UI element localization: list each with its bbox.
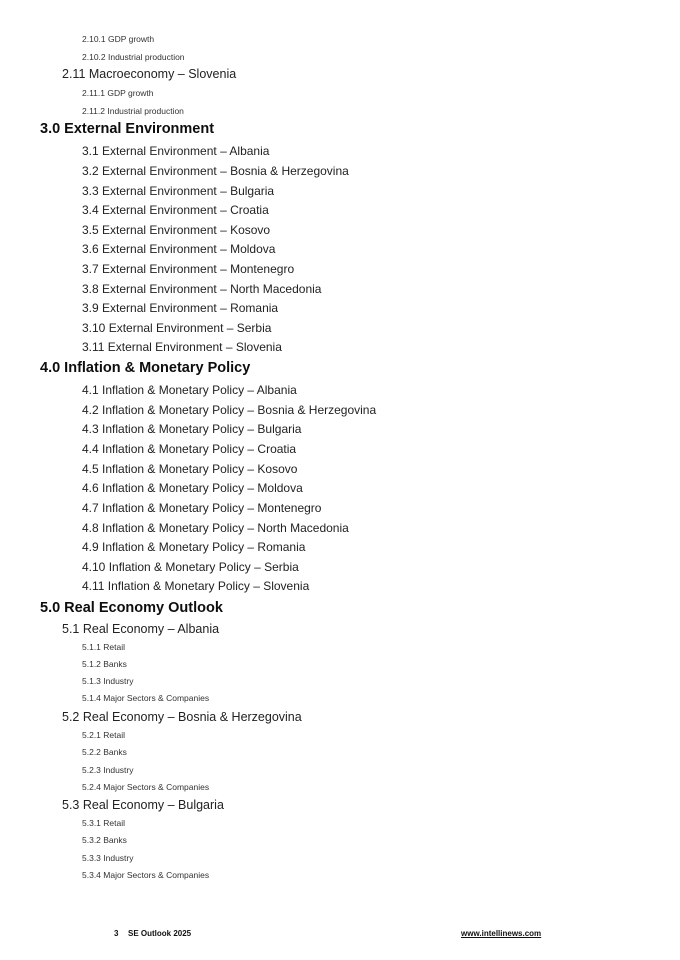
- toc-entry-level2[interactable]: 4.10 Inflation & Monetary Policy – Serbia: [82, 560, 299, 574]
- toc-entry-level2[interactable]: 4.5 Inflation & Monetary Policy – Kosovo: [82, 462, 298, 476]
- toc-entry-level3[interactable]: 5.3.2 Banks: [82, 835, 127, 845]
- toc-entry-level2[interactable]: 4.11 Inflation & Monetary Policy – Slovenia: [82, 579, 310, 593]
- toc-entry-level2[interactable]: 4.1 Inflation & Monetary Policy – Albania: [82, 383, 297, 397]
- toc-entry-level2[interactable]: 4.6 Inflation & Monetary Policy – Moldova: [82, 481, 303, 495]
- toc-entry-level2[interactable]: 3.6 External Environment – Moldova: [82, 242, 276, 256]
- toc-entry-level3[interactable]: 5.1.2 Banks: [82, 659, 127, 669]
- toc-entry-level2[interactable]: 5.2 Real Economy – Bosnia & Herzegovina: [62, 710, 302, 724]
- toc-entry-level3[interactable]: 5.3.3 Industry: [82, 853, 134, 863]
- toc-entry-level2[interactable]: 4.4 Inflation & Monetary Policy – Croatia: [82, 442, 297, 456]
- toc-entry-level3[interactable]: 5.1.3 Industry: [82, 676, 134, 686]
- toc-entry-level2[interactable]: 3.2 External Environment – Bosnia & Herzegovina: [82, 164, 349, 178]
- toc-entry-level2[interactable]: 4.7 Inflation & Monetary Policy – Montenegro: [82, 501, 322, 515]
- toc-entry-level2[interactable]: 3.7 External Environment – Montenegro: [82, 262, 295, 276]
- toc-entry-level3[interactable]: 2.10.1 GDP growth: [82, 34, 155, 44]
- toc-entry-level3[interactable]: 5.2.1 Retail: [82, 730, 125, 740]
- toc-entry-level2[interactable]: 3.3 External Environment – Bulgaria: [82, 184, 275, 198]
- toc-entry-level2[interactable]: 3.11 External Environment – Slovenia: [82, 340, 282, 354]
- toc-entry-level3[interactable]: 5.3.1 Retail: [82, 818, 125, 828]
- toc-entry-level3[interactable]: 5.3.4 Major Sectors & Companies: [82, 870, 210, 880]
- toc-entry-level2[interactable]: 2.11 Macroeconomy – Slovenia: [62, 67, 237, 81]
- toc-entry-level2[interactable]: 3.4 External Environment – Croatia: [82, 203, 269, 217]
- toc-heading[interactable]: 3.0 External Environment: [40, 121, 215, 137]
- toc-entry-level2[interactable]: 4.8 Inflation & Monetary Policy – North Macedonia: [82, 521, 349, 535]
- toc-entry-level3[interactable]: 5.2.4 Major Sectors & Companies: [82, 782, 210, 792]
- toc-entry-level2[interactable]: 4.3 Inflation & Monetary Policy – Bulgaria: [82, 422, 302, 436]
- toc-entry-level3[interactable]: 2.11.2 Industrial production: [82, 106, 184, 116]
- toc-entry-level2[interactable]: 3.10 External Environment – Serbia: [82, 321, 272, 335]
- footer-page-number: 3: [114, 929, 119, 938]
- toc-entry-level2[interactable]: 4.2 Inflation & Monetary Policy – Bosnia & Herzegovina: [82, 403, 377, 417]
- footer-website-link[interactable]: www.intellinews.com: [461, 929, 542, 938]
- toc-entry-level3[interactable]: 5.2.3 Industry: [82, 765, 134, 775]
- toc-entry-level2[interactable]: 3.5 External Environment – Kosovo: [82, 223, 271, 237]
- toc-entry-level3[interactable]: 2.11.1 GDP growth: [82, 88, 154, 98]
- footer-title: SE Outlook 2025: [128, 929, 192, 938]
- toc-entry-level2[interactable]: 3.8 External Environment – North Macedonia: [82, 282, 322, 296]
- toc-heading[interactable]: 5.0 Real Economy Outlook: [40, 600, 223, 616]
- toc-entry-level3[interactable]: 5.2.2 Banks: [82, 747, 127, 757]
- toc-entry-level2[interactable]: 3.9 External Environment – Romania: [82, 301, 279, 315]
- toc-heading[interactable]: 4.0 Inflation & Monetary Policy: [40, 360, 251, 376]
- toc-entry-level2[interactable]: 3.1 External Environment – Albania: [82, 144, 270, 158]
- toc-entry-level2[interactable]: 5.1 Real Economy – Albania: [62, 622, 220, 636]
- toc-entry-level2[interactable]: 5.3 Real Economy – Bulgaria: [62, 798, 224, 812]
- toc-entry-level3[interactable]: 5.1.4 Major Sectors & Companies: [82, 693, 210, 703]
- toc-entry-level3[interactable]: 2.10.2 Industrial production: [82, 52, 185, 62]
- toc-entry-level2[interactable]: 4.9 Inflation & Monetary Policy – Romania: [82, 540, 306, 554]
- toc-entry-level3[interactable]: 5.1.1 Retail: [82, 642, 125, 652]
